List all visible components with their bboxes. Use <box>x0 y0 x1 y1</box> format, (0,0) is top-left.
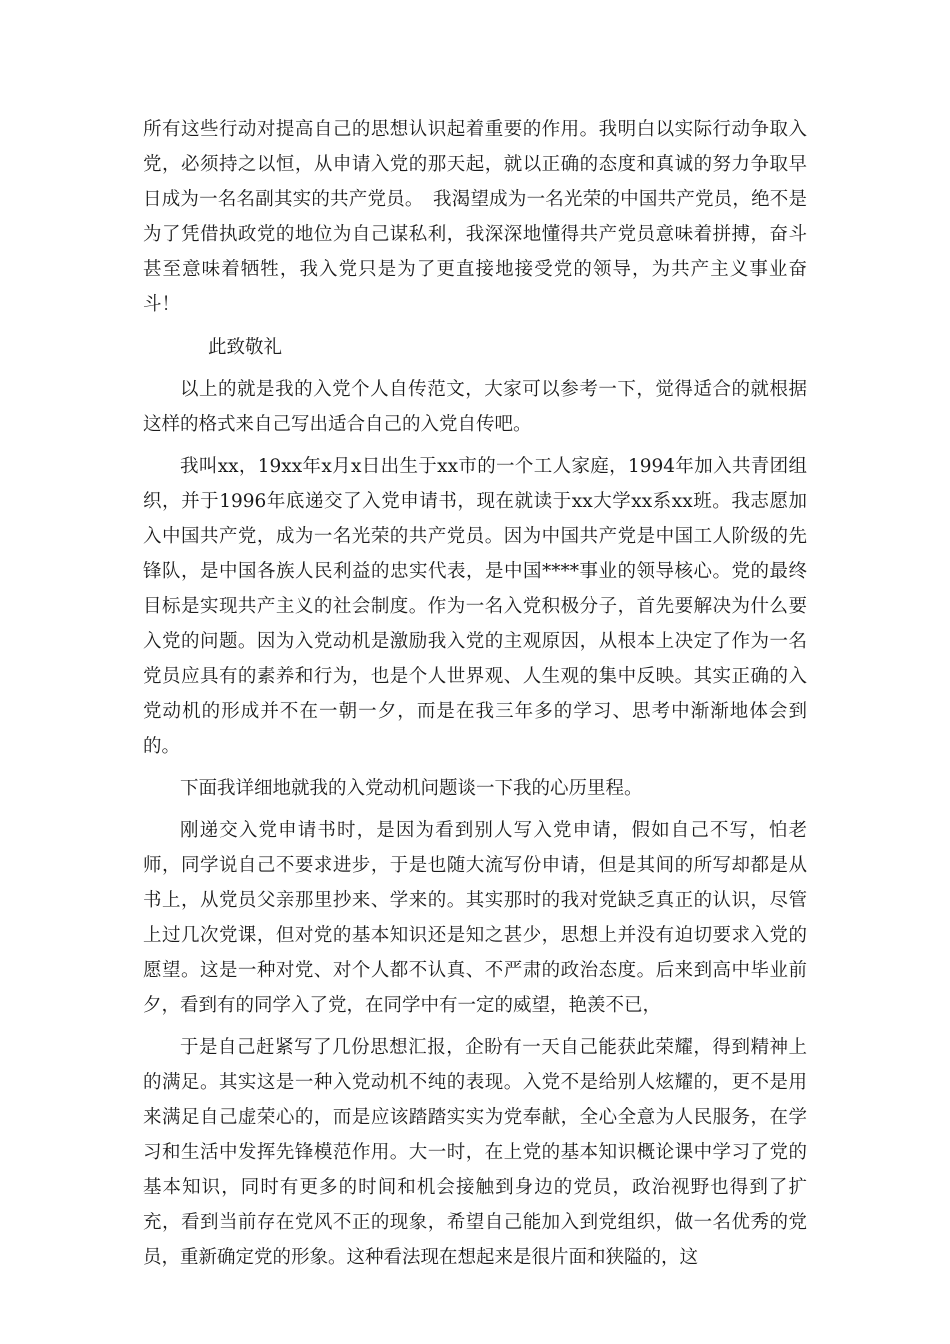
paragraph-summary: 以上的就是我的入党个人自传范文，大家可以参考一下，觉得适合的就根据这样的格式来自己写出适合自己的入党自传吧。 <box>143 379 807 435</box>
paragraph-transition: 下面我详细地就我的入党动机问题谈一下我的心历里程。 <box>180 778 643 799</box>
paragraph-early-motivation: 刚递交入党申请书时，是因为看到别人写入党申请，假如自己不写，怕老师，同学说自己不要求进步，于是也随大流写份申请，但是其间的所写却都是从书上，从党员父亲那里抄来、学来的。其实那时的我对党缺乏真正的认识，尽管上过几次党课，但对党的基本知识还是知之甚少，思想上并没有迫切要求入党的愿望。这是一种对党、对个人都不认真、不严肃的政治态度。后来到高中毕业前夕，看到有的同学入了党，在同学中有一定的威望，艳羡不已， <box>143 820 807 1016</box>
paragraph-reflection: 于是自己赶紧写了几份思想汇报，企盼有一天自己能获此荣耀，得到精神上的满足。其实这是一种入党动机不纯的表现。入党不是给别人炫耀的，更不是用来满足自己虚荣心的，而是应该踏踏实实为党奉献，全心全意为人民服务，在学习和生活中发挥先锋模范作用。大一时，在上党的基本知识概论课中学习了党的基本知识，同时有更多的时间和机会接触到身边的党员，政治视野也得到了扩充，看到当前存在党风不正的现象，希望自己能加入到党组织，做一名优秀的党员，重新确定党的形象。这种看法现在想起来是很片面和狭隘的，这 <box>143 1037 807 1268</box>
paragraph-introduction: 我叫xx，19xx年x月x日出生于xx市的一个工人家庭，1994年加入共青团组织，并于1996年底递交了入党申请书，现在就读于xx大学xx系xx班。我志愿加入中国共产党，成为一名光荣的共产党员。因为中国共产党是中国工人阶级的先锋队，是中国各族人民利益的忠实代表，是中国****事业的领导核心。党的最终目标是实现共产主义的社会制度。作为一名入党积极分子，首先要解决为什么要入党的问题。因为入党动机是激励我入党的主观原因，从根本上决定了作为一名党员应具有的素养和行为，也是个人世界观、人生观的集中反映。其实正确的入党动机的形成并不在一朝一夕，而是在我三年多的学习、思考中渐渐地体会到的。 <box>143 456 807 757</box>
paragraph-continuation: 所有这些行动对提高自己的思想认识起着重要的作用。我明白以实际行动争取入党，必须持之以恒，从申请入党的那天起，就以正确的态度和真诚的努力争取早日成为一名名副其实的共产党员。 我渴望成为一名光荣的中国共产党员，绝不是为了凭借执政党的地位为自己谋私利，我深深地懂得共产党员意味着拼搏，奋斗甚至意味着牺牲，我入党只是为了更直接地接受党的领导，为共产主义事业奋斗！ <box>143 119 807 315</box>
closing-salutation: 此致敬礼 <box>208 337 283 358</box>
document-body <box>143 112 807 1275</box>
